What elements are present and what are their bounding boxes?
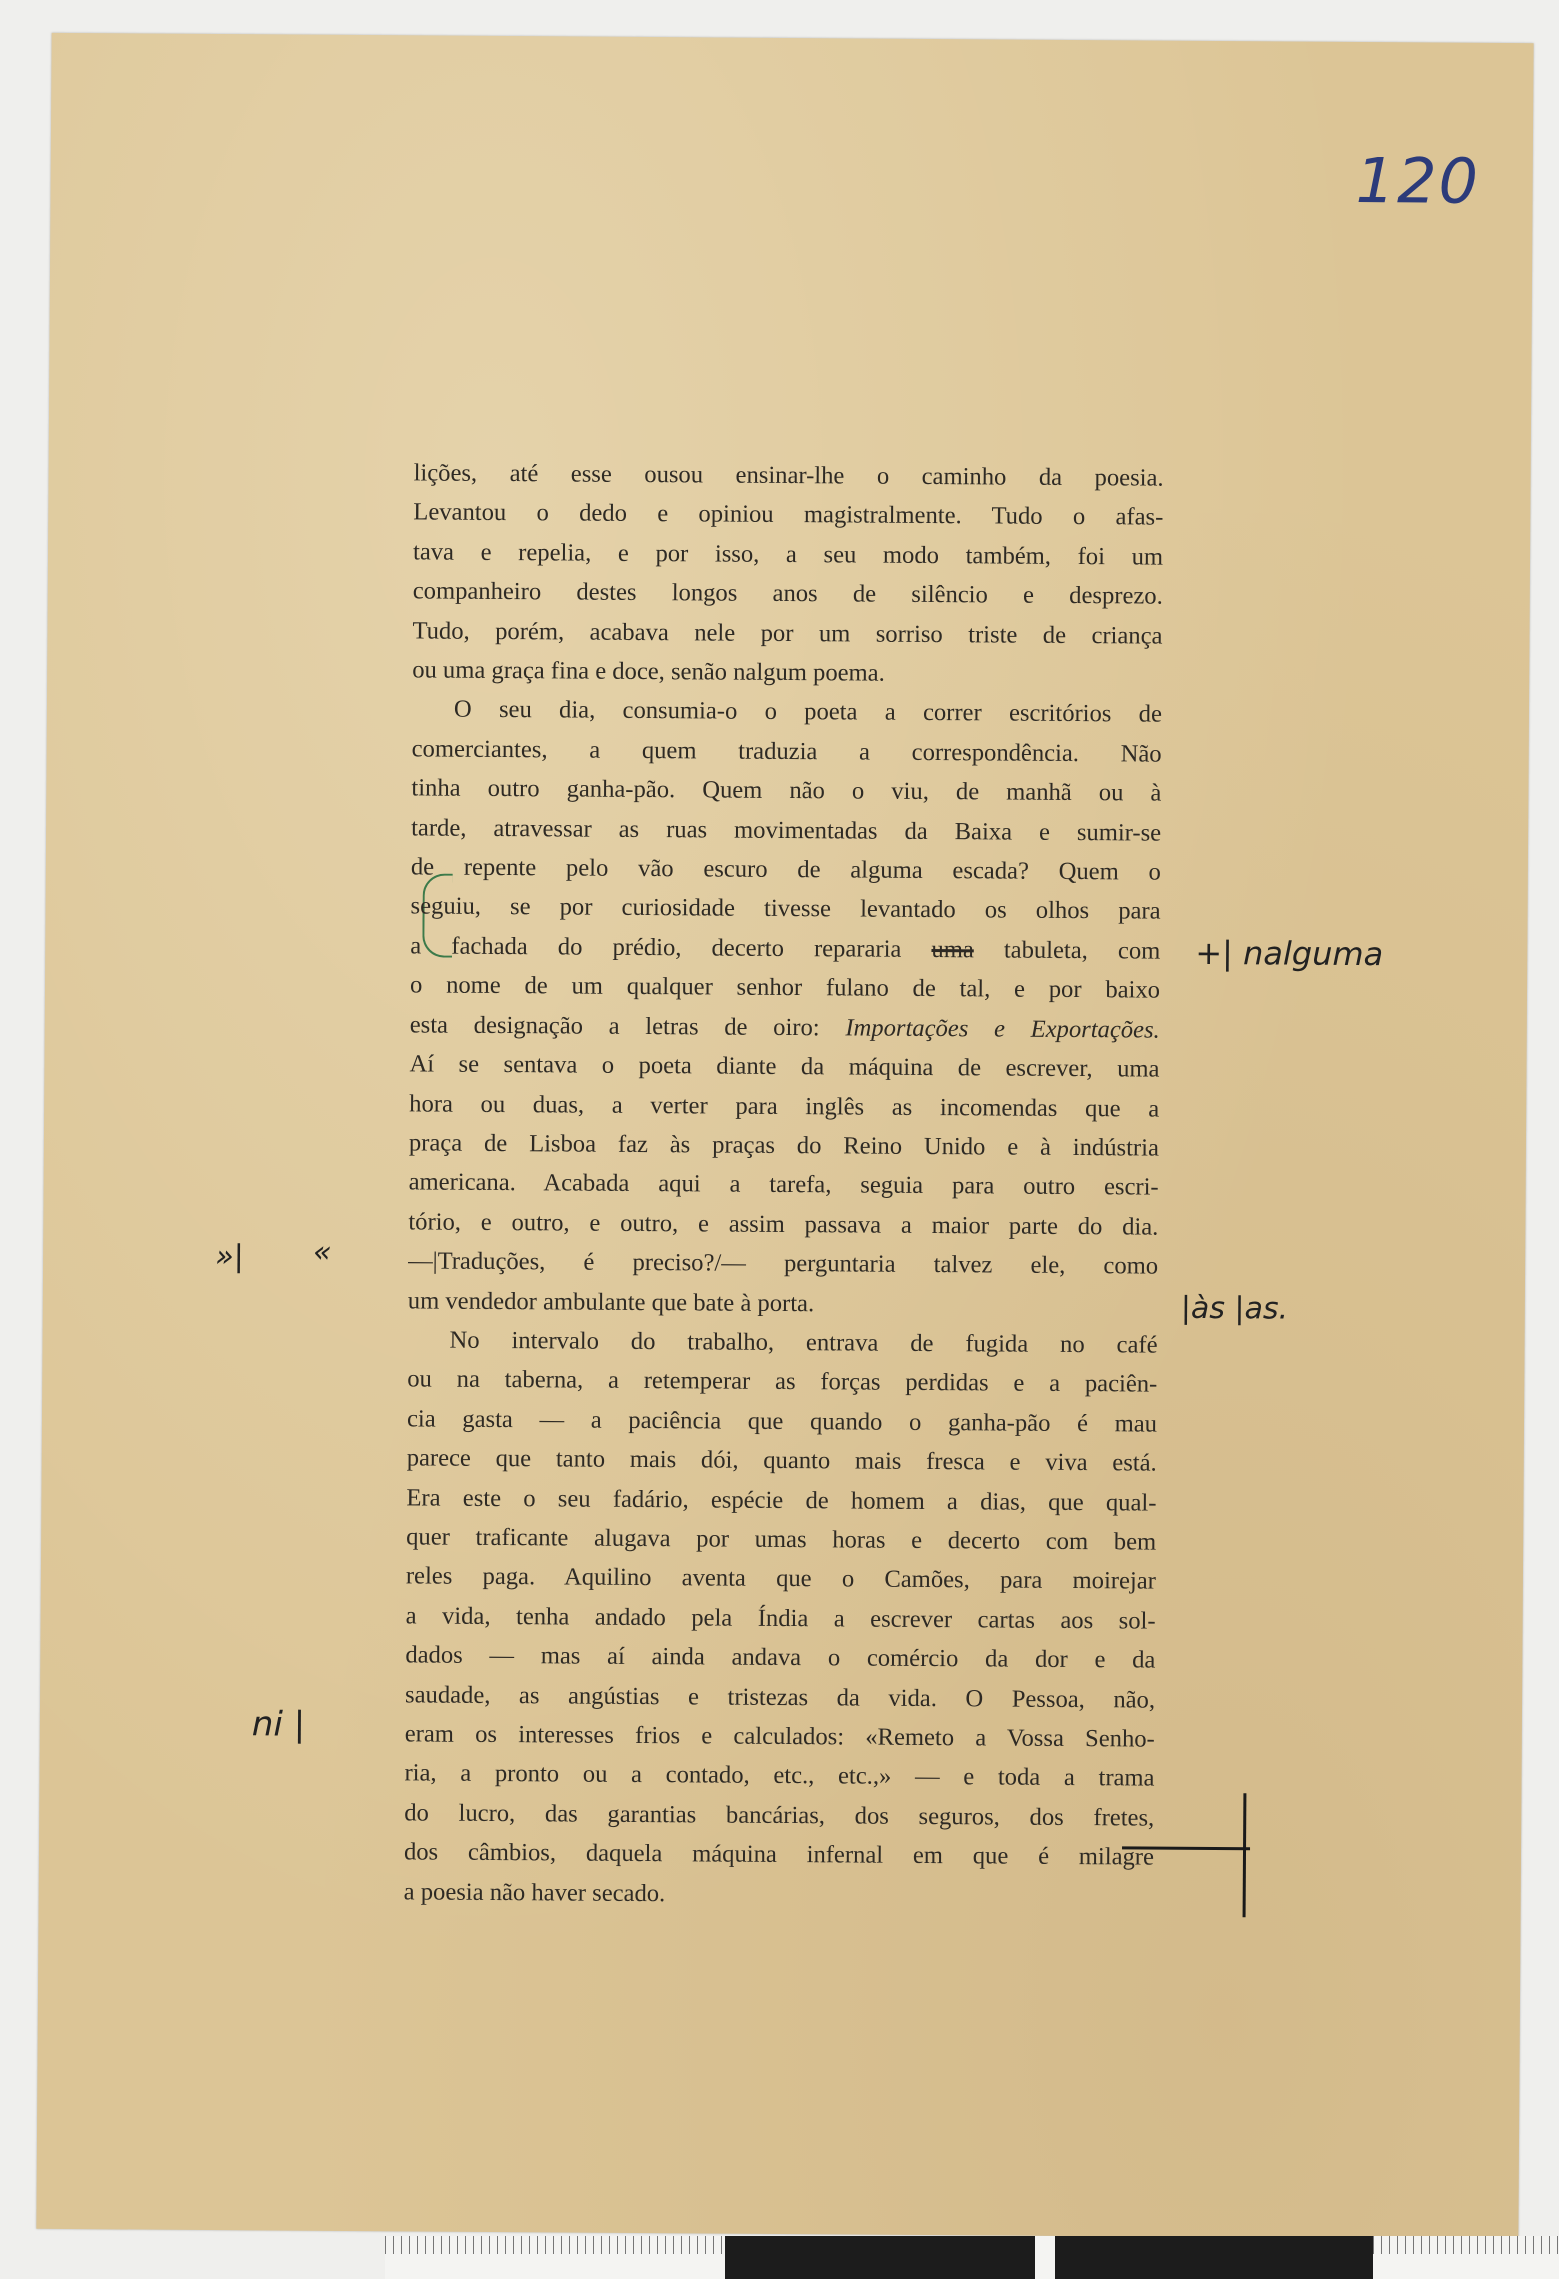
text-line: Aí se sentava o poeta diante da máquina de escrever, uma <box>409 1050 1160 1083</box>
text-line: do lucro, das garantias bancárias, dos seguros, dos fretes, <box>404 1799 1155 1832</box>
text-line: ou uma graça fina e doce, senão nalgum poema. <box>412 656 885 687</box>
struck-word: uma <box>931 935 974 964</box>
text-line: comerciantes, a quem traduzia a correspondência. Não <box>411 735 1162 768</box>
text-line: a vida, tenha andado pela Índia a escrever cartas aos sol- <box>405 1602 1156 1635</box>
text-line: —|Traduções, é preciso?/— perguntaria talvez ele, como <box>408 1247 1159 1280</box>
text-line: hora ou duas, a verter para inglês as incomendas que a <box>409 1089 1160 1123</box>
text-line: Era este o seu fadário, espécie de homem a dias, que qual- <box>406 1483 1157 1517</box>
text-line: O seu dia, consumia-o o poeta a correr escritórios de <box>453 696 1163 729</box>
margin-note-as: |às |as. <box>1180 1290 1289 1327</box>
text-line: saudade, as angústias e tristezas da vida. O Pessoa, não, <box>404 1680 1156 1714</box>
text-line: americana. Acabada aqui a tarefa, seguia para outro escri- <box>408 1168 1159 1201</box>
margin-note-ni: ni | <box>251 1704 306 1745</box>
text-line: tinha outro ganha-pão. Quem não o viu, de manhã ou à <box>411 774 1162 807</box>
text-line: reles paga. Aquilino aventa que o Camões, para moirejar <box>405 1562 1156 1595</box>
text-line-designation <box>410 1005 1160 1050</box>
text-line: seguiu, se por curiosidade tivesse levantado os olhos para <box>410 892 1161 926</box>
text-line: lições, até esse ousou ensinar-lhe o caminho da poesia. <box>413 459 1164 492</box>
text-line: cia gasta — a paciência que quando o ganha-pão é mau <box>406 1405 1158 1438</box>
text-line: tório, e outro, e outro, e assim passava a maior parte do dia. <box>408 1208 1159 1241</box>
text-line: de repente pelo vão escuro de alguma escada? Quem o <box>410 853 1161 886</box>
ruler-ticks <box>385 2236 725 2254</box>
text-line: Tudo, porém, acabava nele por um sorriso triste de criança <box>412 617 1163 650</box>
text-line: quer traficante alugava por umas horas e decerto com bem <box>406 1523 1157 1556</box>
text-line: praça de Lisboa faz às praças do Reino Unido e à indústria <box>408 1129 1160 1162</box>
text-line: ou na taberna, a retemperar as forças perdidas e a paciên- <box>407 1365 1158 1398</box>
margin-note-dash: »| <box>215 1239 244 1275</box>
text-line: parece que tanto mais dói, quanto mais fresca e viva está. <box>406 1444 1157 1477</box>
text-line: ria, a pronto ou a contado, etc., etc.,» — e toda a trama <box>404 1759 1155 1793</box>
text-line-facade <box>410 926 1160 971</box>
typed-text-block <box>404 453 1164 1916</box>
margin-note-quote: « <box>313 1234 332 1270</box>
text-line: eram os interesses frios e calculados: «Remeto a Vossa Senho- <box>404 1720 1155 1753</box>
color-calibration-ruler <box>385 2236 1559 2279</box>
ruler-gap <box>1035 2236 1055 2279</box>
text-line: companheiro destes longos anos de silêncio e desprezo. <box>412 577 1163 610</box>
proof-mark-vertical <box>1243 1793 1247 1917</box>
text-fragment: a fachada do prédio, decerto repararia <box>410 932 902 963</box>
ruler-black-block <box>725 2236 1035 2279</box>
text-line: Levantou o dedo e opiniou magistralmente. Tudo o afas- <box>413 498 1164 532</box>
text-line: o nome de um qualquer senhor fulano de tal, e por baixo <box>409 971 1161 1004</box>
text-line: dados — mas aí ainda andava o comércio da dor e da <box>405 1641 1156 1674</box>
folio-number: 120 <box>1355 143 1481 218</box>
ruler-ticks <box>1373 2236 1559 2254</box>
margin-note-nalguma: +| nalguma <box>1195 933 1384 974</box>
text-line: tarde, atravessar as ruas movimentadas da Baixa e sumir-se <box>411 814 1162 847</box>
text-line: dos câmbios, daquela máquina infernal em que é milagre <box>403 1838 1155 1871</box>
text-fragment: tabuleta, com <box>1003 936 1161 965</box>
text-fragment: esta designação a letras de oiro: <box>409 1011 820 1041</box>
text-line: No intervalo do trabalho, entrava de fugida no café <box>449 1326 1158 1359</box>
ruler-black-block <box>1055 2236 1373 2279</box>
text-line: um vendedor ambulante que bate à porta. <box>407 1286 815 1317</box>
italic-phrase: Importações e Exportações. <box>845 1014 1160 1044</box>
text-line: tava e repelia, e por isso, a seu modo também, foi um <box>412 538 1164 571</box>
text-line: a poesia não haver secado. <box>403 1877 666 1907</box>
manuscript-page <box>36 33 1533 2239</box>
